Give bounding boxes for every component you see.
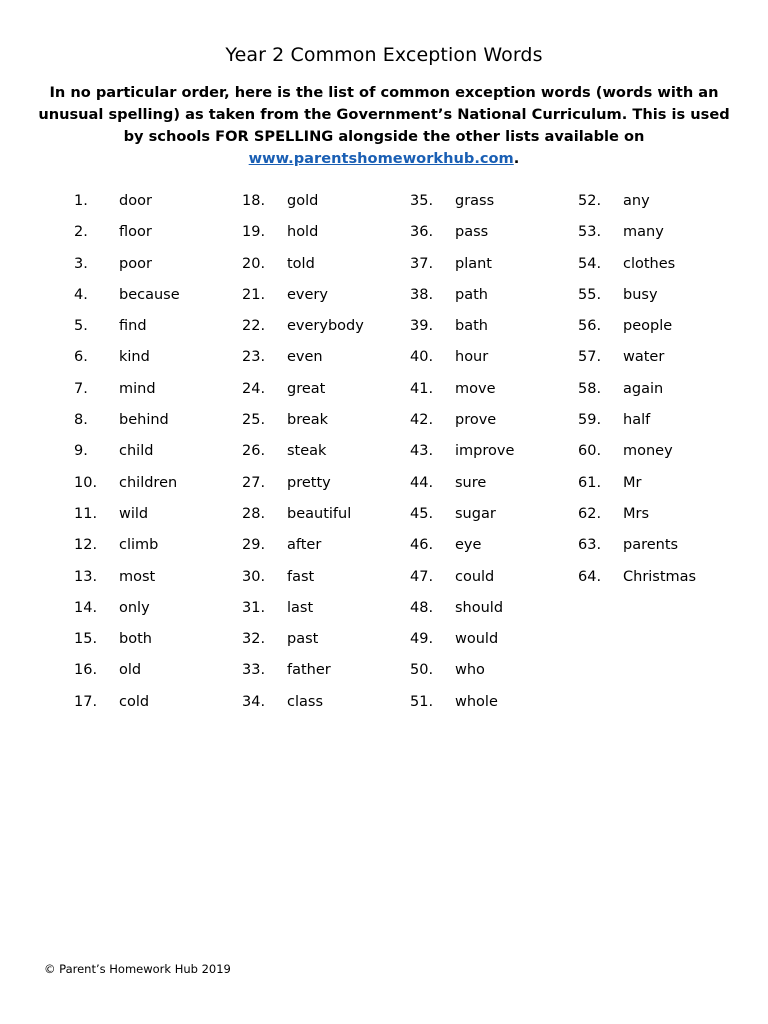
word-text: Mr — [623, 474, 642, 491]
word-text: mind — [119, 380, 156, 397]
word-number: 31. — [242, 599, 266, 616]
list-item — [578, 315, 748, 346]
word-text: water — [623, 349, 665, 366]
list-item — [74, 472, 244, 503]
word-text: every — [287, 286, 328, 303]
list-item — [578, 440, 748, 471]
word-text: people — [623, 318, 673, 335]
word-text: door — [119, 193, 152, 209]
list-item — [242, 315, 412, 346]
word-number: 61. — [578, 474, 602, 491]
word-text: any — [623, 193, 650, 209]
word-text: most — [119, 568, 156, 585]
intro-text: In no particular order, here is the list of common exception words (words with an unusual spelling) as taken from the Government’s National Curriculum. This is used by schools FOR SPELLING alongside the other lists available on — [38, 84, 730, 145]
list-item — [578, 534, 748, 565]
list-item — [578, 503, 748, 534]
list-item — [74, 659, 244, 690]
word-number: 9. — [74, 443, 88, 460]
list-item — [410, 378, 580, 409]
word-number: 10. — [74, 474, 98, 491]
word-number: 56. — [578, 318, 602, 335]
word-text: grass — [455, 193, 495, 209]
word-text: father — [287, 662, 331, 679]
word-text: pretty — [287, 474, 331, 491]
word-text: would — [455, 631, 499, 648]
list-item — [242, 409, 412, 440]
word-number: 57. — [578, 349, 602, 366]
list-item — [410, 566, 580, 597]
list-item — [242, 691, 412, 722]
list-item — [410, 472, 580, 503]
list-item — [410, 409, 580, 440]
word-number: 12. — [74, 537, 98, 554]
word-number: 62. — [578, 505, 602, 522]
word-text: only — [119, 599, 150, 616]
list-item — [410, 315, 580, 346]
list-item — [578, 566, 748, 597]
word-column-2 — [242, 190, 412, 722]
word-text: sure — [455, 474, 487, 491]
word-text: many — [623, 224, 664, 241]
intro-text-end: . — [513, 150, 520, 167]
word-number: 33. — [242, 662, 266, 679]
word-number: 52. — [578, 193, 602, 209]
word-number: 18. — [242, 193, 266, 209]
word-number: 14. — [74, 599, 98, 616]
list-item — [242, 566, 412, 597]
list-item — [74, 503, 244, 534]
list-item — [410, 253, 580, 284]
list-item — [242, 659, 412, 690]
word-number: 28. — [242, 505, 266, 522]
word-number: 23. — [242, 349, 266, 366]
word-text: kind — [119, 349, 150, 366]
list-item — [74, 378, 244, 409]
list-item — [242, 597, 412, 628]
list-item — [410, 534, 580, 565]
list-item — [242, 221, 412, 252]
word-text: class — [287, 693, 323, 710]
word-list — [0, 190, 768, 720]
word-number: 47. — [410, 568, 434, 585]
list-item — [578, 253, 748, 284]
list-item — [74, 440, 244, 471]
word-text: after — [287, 537, 322, 554]
list-item — [578, 472, 748, 503]
list-item — [242, 346, 412, 377]
word-text: whole — [455, 693, 498, 710]
word-number: 30. — [242, 568, 266, 585]
list-item — [410, 597, 580, 628]
word-number: 11. — [74, 505, 98, 522]
word-number: 35. — [410, 193, 434, 209]
list-item — [242, 440, 412, 471]
word-number: 55. — [578, 286, 602, 303]
word-text: told — [287, 255, 315, 272]
list-item — [74, 628, 244, 659]
word-text: plant — [455, 255, 492, 272]
list-item — [242, 472, 412, 503]
word-text: last — [287, 599, 314, 616]
list-item — [578, 378, 748, 409]
word-number: 37. — [410, 255, 434, 272]
list-item — [74, 409, 244, 440]
word-text: again — [623, 380, 664, 397]
word-number: 16. — [74, 662, 98, 679]
list-item — [578, 190, 748, 221]
list-item — [242, 534, 412, 565]
list-item — [410, 503, 580, 534]
list-item — [578, 409, 748, 440]
word-number: 36. — [410, 224, 434, 241]
word-text: busy — [623, 286, 658, 303]
word-text: past — [287, 631, 319, 648]
list-item — [578, 221, 748, 252]
word-text: should — [455, 599, 504, 616]
word-number: 39. — [410, 318, 434, 335]
list-item — [578, 346, 748, 377]
list-item — [74, 597, 244, 628]
word-number: 17. — [74, 693, 98, 710]
word-text: path — [455, 286, 488, 303]
word-number: 20. — [242, 255, 266, 272]
word-text: bath — [455, 318, 488, 335]
list-item — [242, 378, 412, 409]
word-text: wild — [119, 505, 149, 522]
list-item — [410, 659, 580, 690]
word-text: old — [119, 662, 142, 679]
list-item — [74, 253, 244, 284]
word-text: eye — [455, 537, 482, 554]
word-number: 58. — [578, 380, 602, 397]
word-number: 59. — [578, 412, 602, 429]
word-column-3 — [410, 190, 580, 722]
word-text: child — [119, 443, 154, 460]
copyright-footer: © Parent’s Homework Hub 2019 — [44, 962, 231, 976]
word-text: hour — [455, 349, 489, 366]
list-item — [74, 284, 244, 315]
word-number: 15. — [74, 631, 98, 648]
word-number: 49. — [410, 631, 434, 648]
list-item — [578, 284, 748, 315]
list-item — [74, 221, 244, 252]
word-column-1 — [74, 190, 244, 722]
list-item — [74, 190, 244, 221]
word-number: 3. — [74, 255, 88, 272]
word-text: cold — [119, 693, 150, 710]
word-text: behind — [119, 412, 169, 429]
list-item — [410, 190, 580, 221]
word-text: parents — [623, 537, 679, 554]
word-number: 5. — [74, 318, 88, 335]
word-number: 38. — [410, 286, 434, 303]
list-item — [410, 628, 580, 659]
word-number: 41. — [410, 380, 434, 397]
word-text: money — [623, 443, 673, 460]
word-text: fast — [287, 568, 315, 585]
word-text: improve — [455, 443, 515, 460]
list-item — [410, 440, 580, 471]
word-number: 25. — [242, 412, 266, 429]
word-text: beautiful — [287, 505, 352, 522]
website-link[interactable]: www.parentshomeworkhub.com — [248, 150, 514, 167]
list-item — [242, 503, 412, 534]
word-text: because — [119, 286, 180, 303]
word-number: 54. — [578, 255, 602, 272]
word-text: poor — [119, 255, 152, 272]
word-text: children — [119, 474, 178, 491]
word-text: could — [455, 568, 495, 585]
word-number: 50. — [410, 662, 434, 679]
word-text: sugar — [455, 505, 496, 522]
word-text: Mrs — [623, 505, 650, 522]
word-text: break — [287, 412, 329, 429]
word-number: 26. — [242, 443, 266, 460]
list-item — [410, 284, 580, 315]
word-text: gold — [287, 193, 319, 209]
word-number: 60. — [578, 443, 602, 460]
word-text: hold — [287, 224, 319, 241]
word-text: floor — [119, 224, 152, 241]
list-item — [74, 315, 244, 346]
word-text: everybody — [287, 318, 364, 335]
word-number: 45. — [410, 505, 434, 522]
word-text: prove — [455, 412, 497, 429]
word-text: who — [455, 662, 485, 679]
word-number: 13. — [74, 568, 98, 585]
word-text: clothes — [623, 255, 676, 272]
word-text: both — [119, 631, 152, 648]
word-number: 8. — [74, 412, 88, 429]
list-item — [74, 346, 244, 377]
list-item — [410, 691, 580, 722]
word-number: 44. — [410, 474, 434, 491]
word-number: 2. — [74, 224, 88, 241]
word-number: 1. — [74, 193, 88, 209]
list-item — [410, 346, 580, 377]
list-item — [242, 190, 412, 221]
word-number: 7. — [74, 380, 88, 397]
list-item — [74, 691, 244, 722]
word-number: 24. — [242, 380, 266, 397]
page-title: Year 2 Common Exception Words — [225, 44, 543, 66]
list-item — [410, 221, 580, 252]
list-item — [74, 566, 244, 597]
intro-paragraph — [30, 82, 738, 170]
word-number: 34. — [242, 693, 266, 710]
word-number: 64. — [578, 568, 602, 585]
list-item — [74, 534, 244, 565]
word-text: great — [287, 380, 326, 397]
list-item — [242, 284, 412, 315]
word-number: 6. — [74, 349, 88, 366]
word-column-4 — [578, 190, 748, 597]
word-number: 42. — [410, 412, 434, 429]
word-number: 40. — [410, 349, 434, 366]
word-text: steak — [287, 443, 327, 460]
word-number: 21. — [242, 286, 266, 303]
word-number: 19. — [242, 224, 266, 241]
word-number: 48. — [410, 599, 434, 616]
word-text: find — [119, 318, 147, 335]
word-number: 53. — [578, 224, 602, 241]
list-item — [242, 253, 412, 284]
word-number: 46. — [410, 537, 434, 554]
word-text: half — [623, 412, 651, 429]
word-text: climb — [119, 537, 159, 554]
word-text: pass — [455, 224, 489, 241]
word-number: 51. — [410, 693, 434, 710]
word-number: 43. — [410, 443, 434, 460]
word-text: even — [287, 349, 323, 366]
word-number: 22. — [242, 318, 266, 335]
word-text: move — [455, 380, 496, 397]
word-number: 63. — [578, 537, 602, 554]
word-number: 4. — [74, 286, 88, 303]
word-number: 32. — [242, 631, 266, 648]
word-number: 27. — [242, 474, 266, 491]
word-number: 29. — [242, 537, 266, 554]
word-text: Christmas — [623, 568, 697, 585]
list-item — [242, 628, 412, 659]
